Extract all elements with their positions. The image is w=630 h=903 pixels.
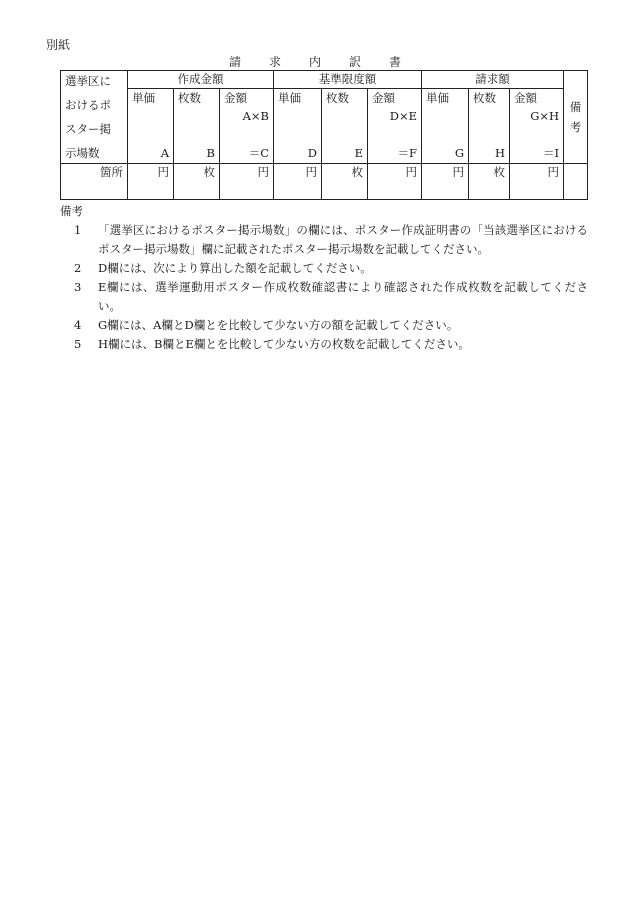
col-label: 金額 xyxy=(514,91,538,105)
list-item xyxy=(74,278,588,316)
unit-cell: 円 xyxy=(128,164,174,200)
col-label: 枚数 xyxy=(473,91,497,105)
note-text: H欄には、B欄とE欄とを比較して少ない方の枚数を記載してください。 xyxy=(98,337,470,351)
unit-cell: 円 xyxy=(220,164,274,200)
col-formula: A×B xyxy=(242,108,270,123)
place-unit: 箇所 xyxy=(61,164,128,200)
col-formula: D×E xyxy=(389,108,418,123)
col-letter: G xyxy=(454,146,465,160)
note-text: D欄には、次により算出した額を記載してください。 xyxy=(98,261,372,275)
unit-cell: 円 xyxy=(510,164,564,200)
note-number: 4 xyxy=(74,318,82,332)
unit-cell: 円 xyxy=(274,164,322,200)
group-header-production: 作成金額 xyxy=(128,71,274,89)
notes-list xyxy=(74,221,588,354)
list-item xyxy=(74,316,588,335)
col-count-e xyxy=(322,89,368,164)
place-header-line: おけるポ xyxy=(65,98,111,112)
note-text: E欄には、選挙運動用ポスター作成枚数確認書により確認された作成枚数を記載してください。 xyxy=(98,280,588,313)
col-amount-i xyxy=(510,89,564,164)
col-letter: H xyxy=(495,146,506,160)
col-amount-f xyxy=(368,89,422,164)
table-header-row xyxy=(61,71,588,89)
unit-cell: 円 xyxy=(422,164,469,200)
note-number: 3 xyxy=(74,280,82,294)
col-letter: ＝I xyxy=(543,146,560,160)
remarks-column-header xyxy=(564,71,588,164)
col-label: 金額 xyxy=(372,91,396,105)
col-unit-price-d xyxy=(274,89,322,164)
col-unit-price-g xyxy=(422,89,469,164)
place-header-line: 選挙区に xyxy=(65,74,111,88)
col-label: 枚数 xyxy=(178,91,201,105)
col-letter: A xyxy=(160,146,169,160)
col-label: 単価 xyxy=(426,91,450,105)
note-number: 5 xyxy=(74,337,82,351)
col-letter: E xyxy=(354,146,364,160)
breakdown-table xyxy=(60,70,588,200)
note-text: 「選挙区におけるポスター掲示場数」の欄には、ポスター作成証明書の「当該選挙区におけるポスター掲示場数」欄に記載されたポスター掲示場数を記載してください。 xyxy=(98,223,588,256)
col-letter: ＝F xyxy=(397,146,418,160)
place-count-header xyxy=(61,71,128,164)
place-header-line: 示場数 xyxy=(65,146,100,160)
remarks-char: 備 xyxy=(569,100,582,114)
note-text: G欄には、A欄とD欄とを比較して少ない方の額を記載してください。 xyxy=(98,318,459,332)
unit-cell: 枚 xyxy=(322,164,368,200)
note-number: 2 xyxy=(74,261,82,275)
col-unit-price-a xyxy=(128,89,174,164)
place-header-line: スター掲 xyxy=(65,122,111,136)
col-label: 単価 xyxy=(278,91,302,105)
notes-heading: 備考 xyxy=(60,204,83,218)
col-count-h xyxy=(469,89,510,164)
col-letter: ＝C xyxy=(248,146,270,160)
list-item xyxy=(74,221,588,259)
col-label: 単価 xyxy=(132,91,155,105)
col-label: 枚数 xyxy=(326,91,350,105)
col-label: 金額 xyxy=(224,91,247,105)
unit-cell: 枚 xyxy=(174,164,220,200)
unit-cell: 枚 xyxy=(469,164,510,200)
col-amount-c xyxy=(220,89,274,164)
table-unit-row xyxy=(61,164,588,200)
remarks-char: 考 xyxy=(569,120,582,134)
col-formula: G×H xyxy=(530,108,560,123)
note-number: 1 xyxy=(74,223,82,237)
annex-label: 別紙 xyxy=(46,38,71,52)
col-count-b xyxy=(174,89,220,164)
table-subheader-row xyxy=(61,89,588,164)
list-item xyxy=(74,335,588,354)
group-header-claim: 請求額 xyxy=(422,71,564,89)
group-header-limit: 基準限度額 xyxy=(274,71,422,89)
document-title: 請求内訳書 xyxy=(228,55,429,69)
col-letter: B xyxy=(206,146,215,160)
list-item xyxy=(74,259,588,278)
col-letter: D xyxy=(307,146,318,160)
unit-cell: 円 xyxy=(368,164,422,200)
remarks-cell xyxy=(564,164,588,200)
